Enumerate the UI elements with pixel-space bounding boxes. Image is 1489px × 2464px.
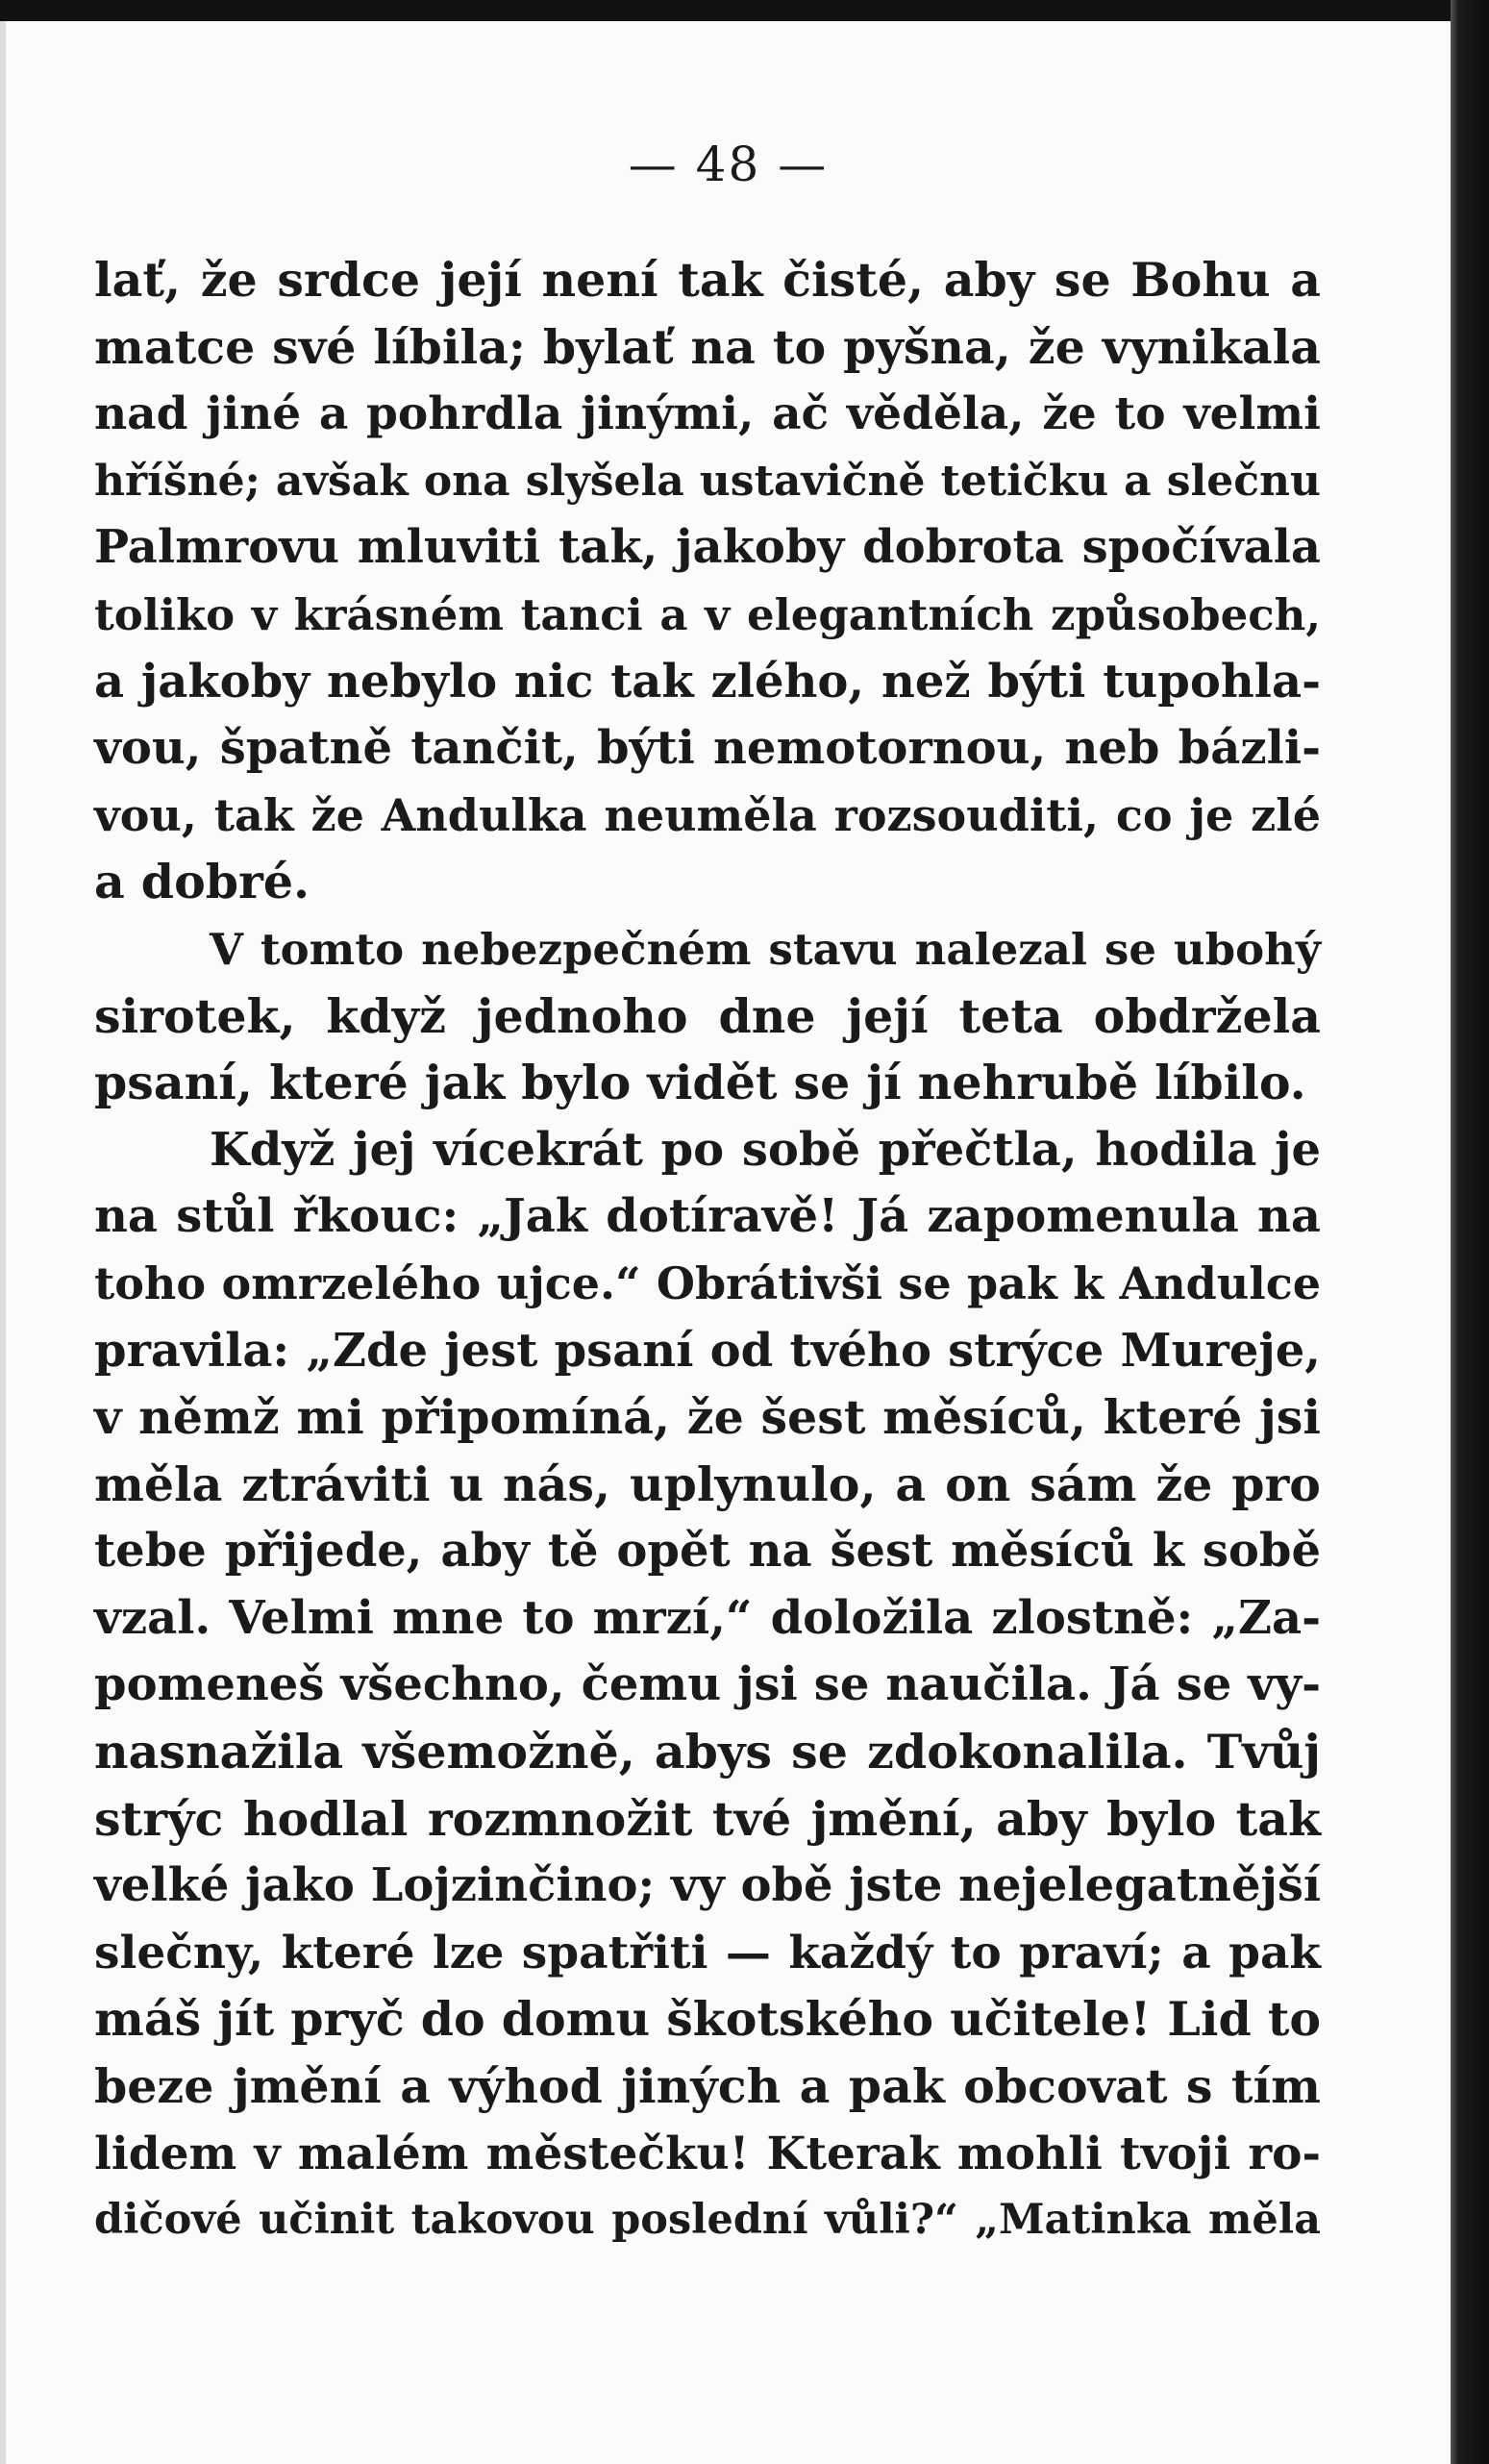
text-line: nasnažila všemožně, abys se zdokonalila. Tvůj xyxy=(94,1724,1321,1780)
book-page xyxy=(6,21,1451,2464)
text-line: tebe přijede, aby tě opět na šest měsíců k sobě xyxy=(94,1524,1321,1579)
text-line: matce své líbila; bylať na to pyšna, že vynikala xyxy=(94,318,1321,375)
scan-edge-top xyxy=(0,0,1489,21)
text-line: beze jmění a výhod jiných a pak obcovat s tím xyxy=(94,2058,1321,2115)
text-line: vou, špatně tančit, býti nemotornou, neb bázli- xyxy=(94,721,1321,776)
text-line: a jakoby nebylo nic tak zlého, než býti tupohla- xyxy=(94,654,1321,709)
text-line: máš jít pryč do domu škotského učitele! Lid to xyxy=(94,1991,1322,2048)
body-text xyxy=(94,247,1321,2254)
text-line: pomeneš všechno, čemu jsi se naučila. Já se vy- xyxy=(94,1657,1321,1712)
scan-edge-right xyxy=(1451,0,1489,2464)
text-line: strýc hodlal rozmnožit tvé jmění, aby bylo tak xyxy=(94,1790,1321,1847)
text-line: toho omrzelého ujce.“ Obrátivši se pak k Andulce xyxy=(94,1257,1321,1309)
text-line: na stůl řkouc: „Jak dotíravě! Já zapomenula na xyxy=(94,1189,1321,1244)
text-line: lať, že srdce její není tak čisté, aby se Bohu a xyxy=(94,252,1321,308)
text-line: sirotek, když jednoho dne její teta obdržela xyxy=(94,987,1321,1044)
paragraph-start-line: V tomto nebezpečném stavu nalezal se ubohý xyxy=(210,923,1321,975)
text-line: lidem v malém městečku! Kterak mohli tvoji ro- xyxy=(94,2127,1321,2180)
text-line: velké jako Lojzinčino; vy obě jste nejelegatnější xyxy=(94,1858,1322,1913)
page-number: — 48 — xyxy=(628,137,829,192)
text-line: měla ztráviti u nás, uplynulo, a on sám že pro xyxy=(94,1456,1321,1512)
text-line: a dobré. xyxy=(94,854,310,910)
text-line: dičové učinit takovou poslední vůli?“ „Matinka měla xyxy=(94,2196,1321,2245)
text-line: vou, tak že Andulka neuměla rozsouditi, co je zlé xyxy=(94,788,1321,841)
text-line: pravila: „Zde jest psaní od tvého strýce Mureje, xyxy=(94,1323,1321,1378)
text-line: slečny, které lze spatřiti — každý to praví; a pak xyxy=(94,1926,1321,1979)
text-line: vzal. Velmi mne to mrzí,“ doložila zlostně: „Za- xyxy=(94,1590,1321,1645)
text-line: toliko v krásném tanci a v elegantních způsobech, xyxy=(94,588,1321,640)
text-line: v němž mi připomíná, že šest měsíců, které jsi xyxy=(94,1389,1321,1446)
text-line: nad jiné a pohrdla jinými, ač věděla, že to velmi xyxy=(94,387,1321,441)
text-line: psaní, které jak bylo vidět se jí nehrubě líbilo. xyxy=(94,1055,1306,1111)
text-line: Palmrovu mluviti tak, jakoby dobrota spočívala xyxy=(94,520,1321,575)
text-line: hříšné; avšak ona slyšela ustavičně tetičku a slečnu xyxy=(94,456,1321,506)
paragraph-start-line: Když jej vícekrát po sobě přečtla, hodila je xyxy=(210,1122,1321,1177)
